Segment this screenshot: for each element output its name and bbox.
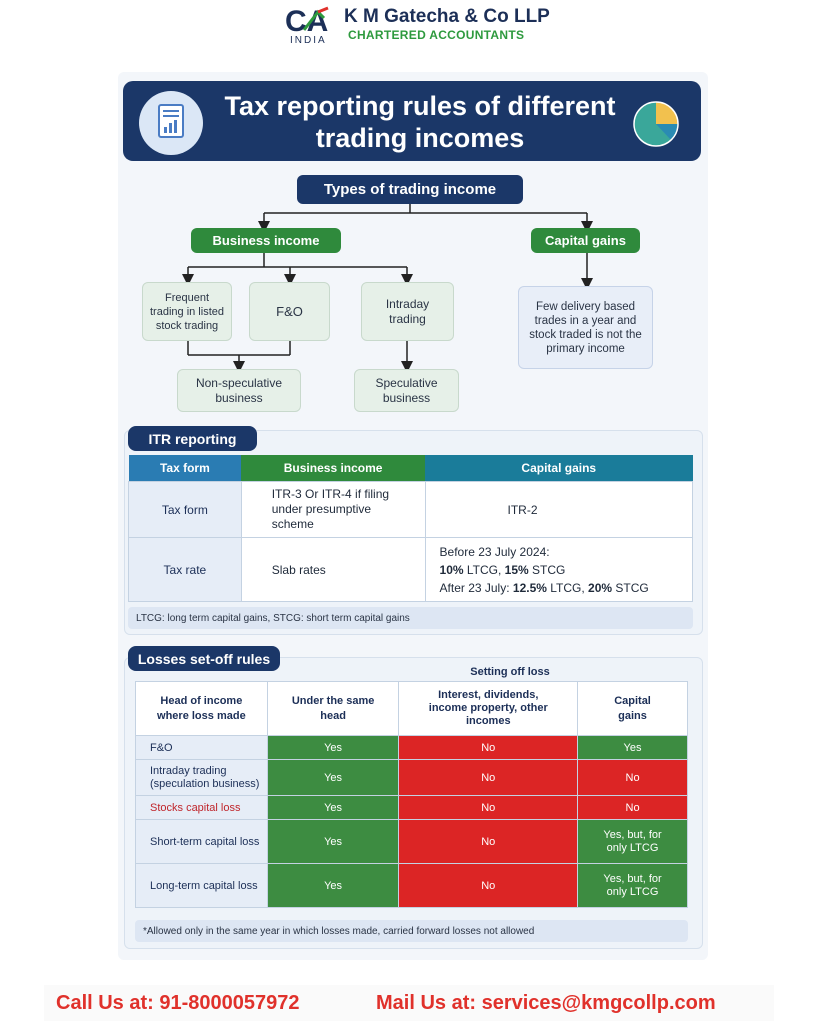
loss-header-capital: Capital gains (578, 682, 688, 736)
svg-text:INDIA: INDIA (290, 35, 327, 44)
itr-note: LTCG: long term capital gains, STCG: short term capital gains (128, 607, 693, 629)
non-speculative-business-node: Non-speculative business (177, 369, 301, 412)
page-title: Tax reporting rules of different trading incomes (224, 91, 616, 153)
loss-cell-no: No (578, 796, 688, 820)
loss-row-head: Short-term capital loss (136, 820, 268, 864)
loss-row-head: Intraday trading (speculation business) (136, 760, 268, 796)
firm-subtitle: CHARTERED ACCOUNTANTS (348, 28, 525, 42)
itr-reporting-label: ITR reporting (128, 426, 257, 451)
loss-row-head: F&O (136, 736, 268, 760)
loss-header-other: Interest, dividends, income property, other incomes (399, 682, 578, 736)
loss-cell-yes: Yes (578, 736, 688, 760)
loss-cell-yes: Yes (267, 796, 399, 820)
frequent-trading-node: Frequent trading in listed stock trading (142, 282, 232, 341)
losses-setoff-label: Losses set-off rules (128, 646, 280, 671)
itr-table (128, 455, 693, 602)
loss-cell-yes: Yes, but, for only LTCG (578, 864, 688, 908)
itr-tax-rate-cell (425, 538, 692, 602)
loss-cell-no: No (399, 820, 578, 864)
loss-cell-no: No (399, 796, 578, 820)
types-of-trading-income-node: Types of trading income (297, 175, 523, 204)
email-contact[interactable]: Mail Us at: services@kmgcollp.com (376, 991, 716, 1014)
loss-cell-yes: Yes, but, for only LTCG (578, 820, 688, 864)
firm-logo (280, 2, 550, 46)
svg-text:CA: CA (285, 5, 329, 38)
losses-table (135, 681, 688, 908)
speculative-business-node: Speculative business (354, 369, 459, 412)
loss-cell-no: No (578, 760, 688, 796)
loss-header-same: Under the same head (267, 682, 399, 736)
contact-bar (44, 985, 774, 1021)
firm-name: K M Gatecha & Co LLP (344, 6, 550, 27)
rate-line-new: After 23 July: 12.5% LTCG, 20% STCG (439, 580, 649, 595)
pie-chart-icon (633, 101, 679, 147)
loss-cell-no: No (399, 736, 578, 760)
loss-row-head: Stocks capital loss (136, 796, 268, 820)
phone-contact[interactable]: Call Us at: 91-8000057972 (56, 991, 300, 1014)
rate-line-before: Before 23 July 2024: (439, 544, 550, 559)
loss-cell-yes: Yes (267, 736, 399, 760)
ca-logo-icon (284, 4, 340, 44)
loss-header-head: Head of income where loss made (136, 682, 268, 736)
loss-cell-yes: Yes (267, 760, 399, 796)
document-chart-icon (139, 91, 203, 155)
itr-row-label: Tax rate (129, 538, 242, 602)
itr-header-business: Business income (241, 455, 425, 482)
capital-gains-node: Capital gains (531, 228, 640, 253)
losses-note: *Allowed only in the same year in which losses made, carried forward losses not allowed (135, 920, 688, 942)
itr-cell: ITR-3 Or ITR-4 if filing under presumptive scheme (241, 482, 425, 538)
setting-off-loss-header: Setting off loss (470, 666, 550, 678)
itr-header-tax-form: Tax form (129, 455, 242, 482)
loss-cell-no: No (399, 760, 578, 796)
business-income-node: Business income (191, 228, 341, 253)
loss-cell-yes: Yes (267, 820, 399, 864)
itr-row-label: Tax form (129, 482, 242, 538)
fno-node: F&O (249, 282, 330, 341)
capital-gains-description-node: Few delivery based trades in a year and stock traded is not the primary income (518, 286, 653, 369)
loss-row-head: Long-term capital loss (136, 864, 268, 908)
loss-cell-yes: Yes (267, 864, 399, 908)
loss-cell-no: No (399, 864, 578, 908)
itr-cell: Slab rates (241, 538, 425, 602)
rate-line-old: 10% LTCG, 15% STCG (439, 562, 566, 577)
intraday-trading-node: Intraday trading (361, 282, 454, 341)
itr-cell: ITR-2 (425, 482, 692, 538)
itr-header-capital: Capital gains (425, 455, 692, 482)
